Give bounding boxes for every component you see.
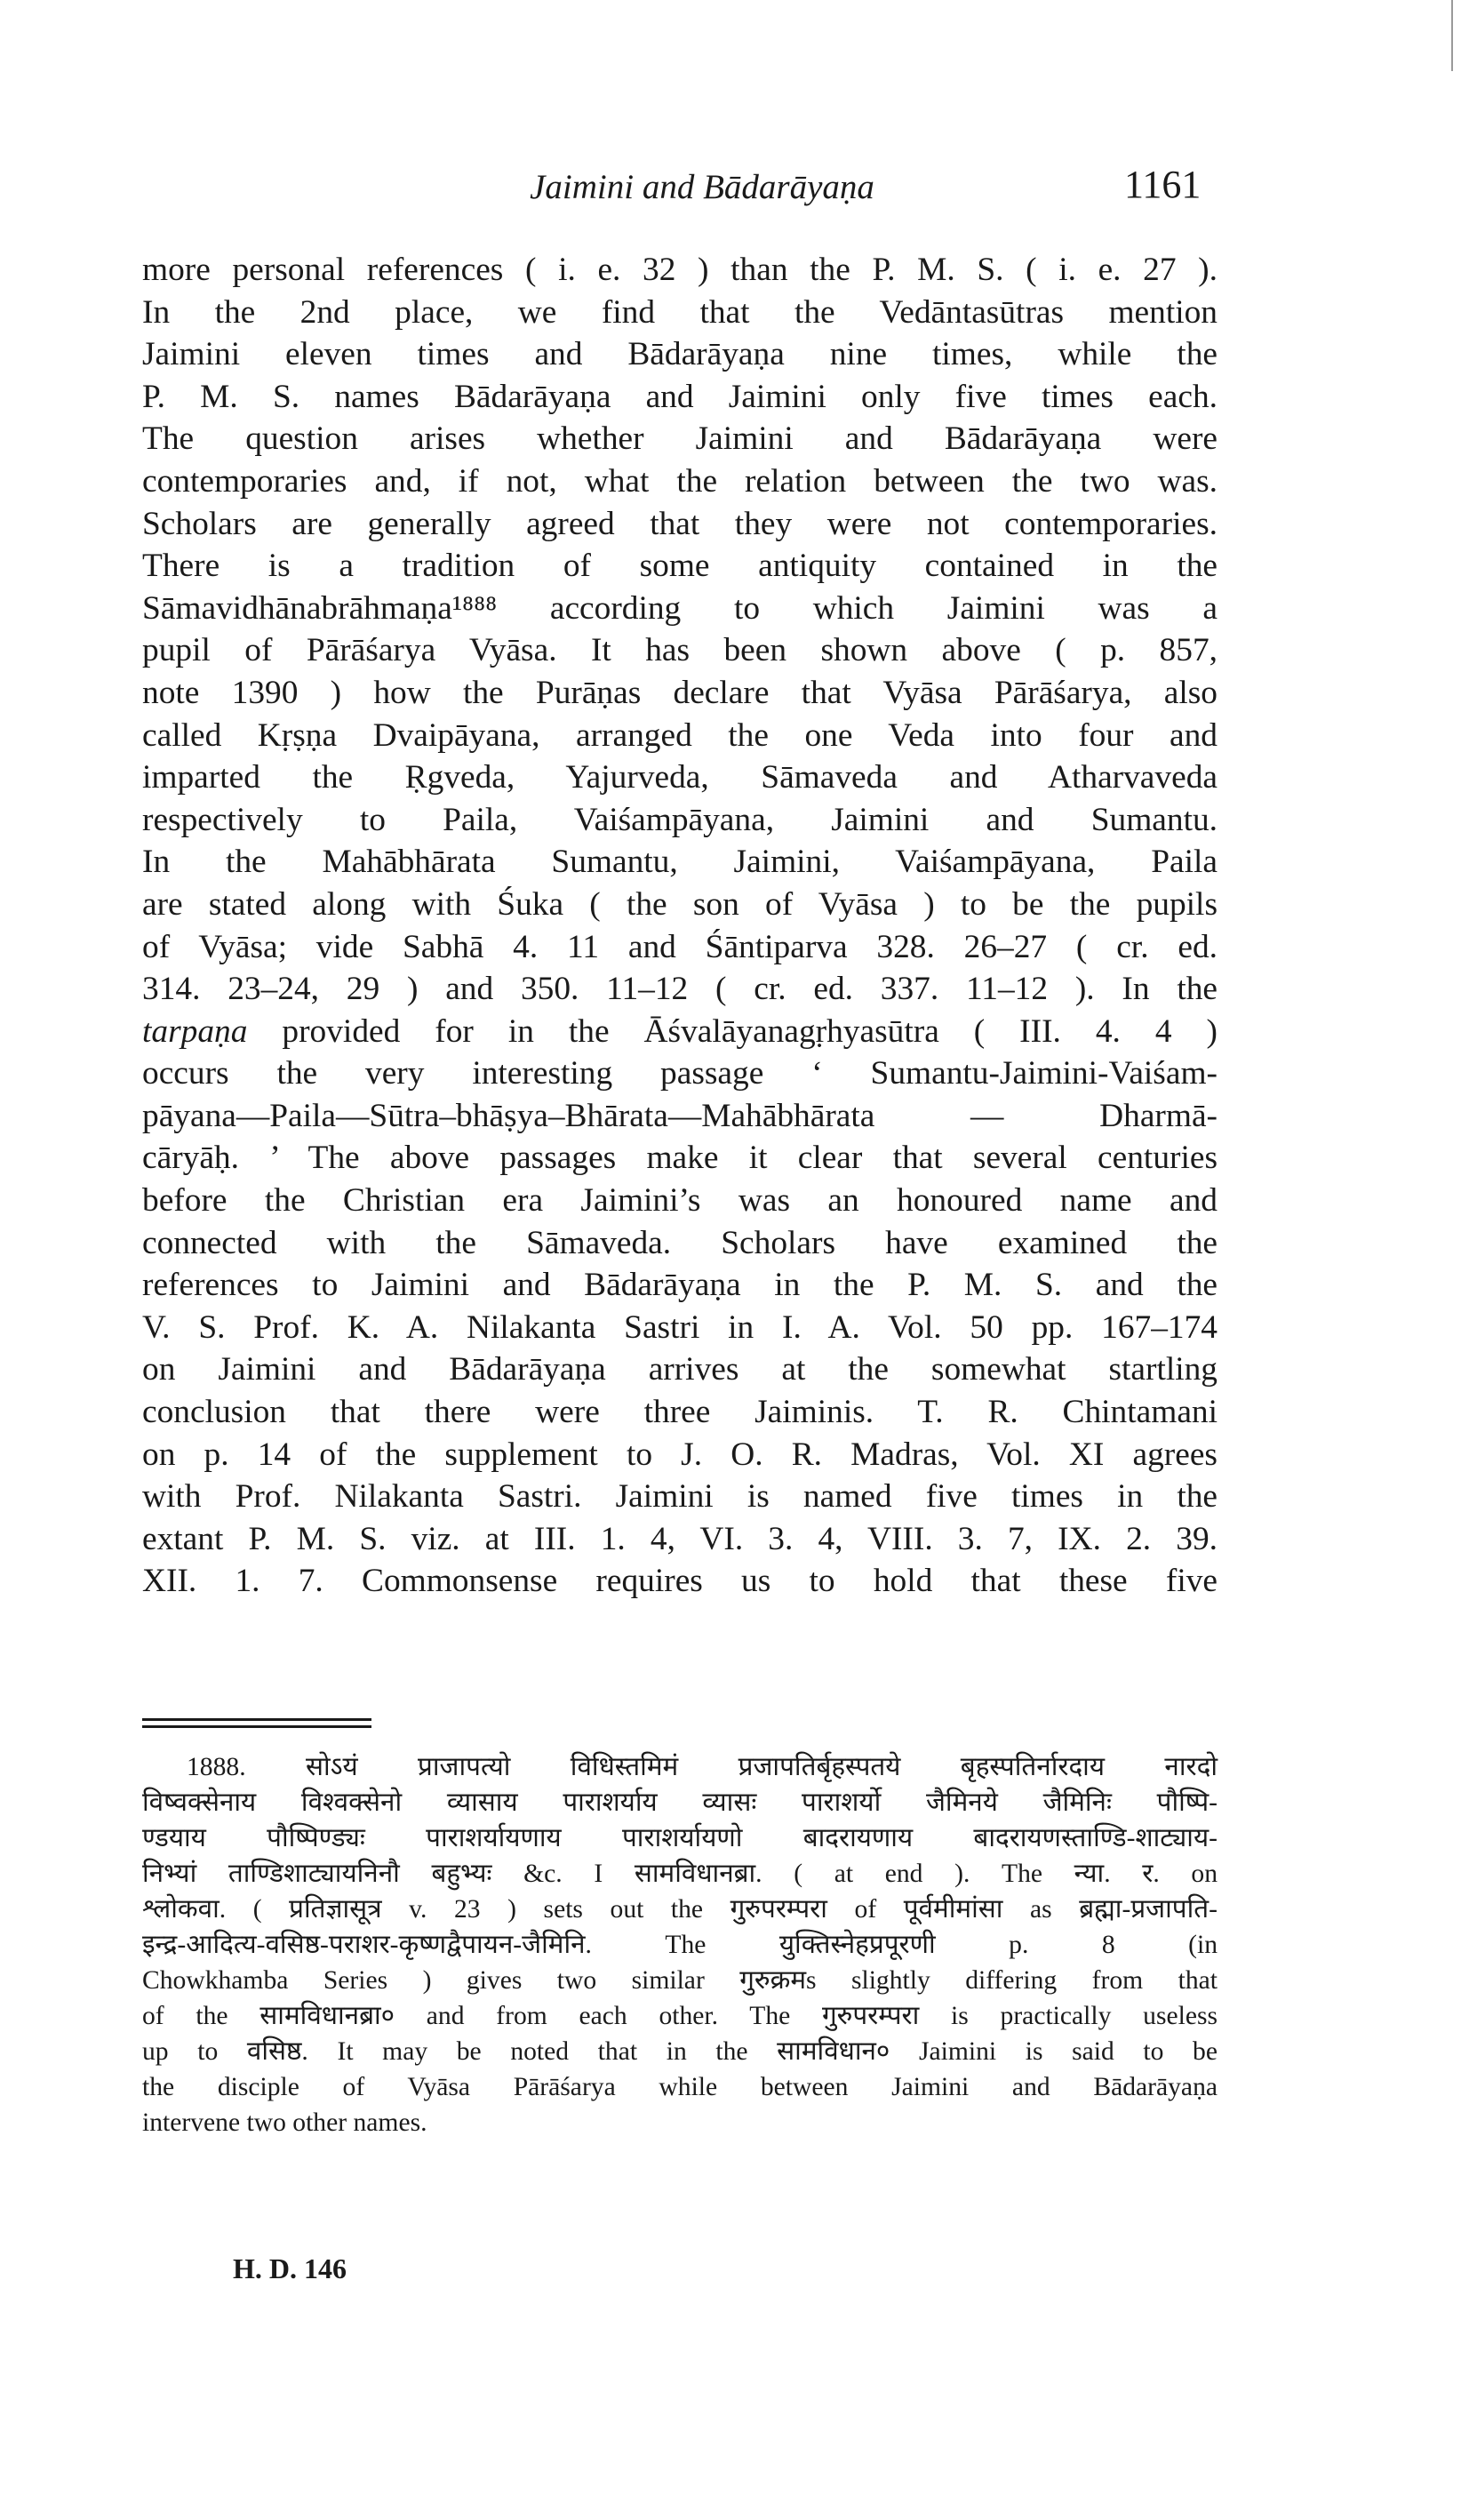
footnote-line: intervene two other names. xyxy=(142,2108,427,2137)
footnote-line xyxy=(142,1749,1218,1785)
footnote-rule xyxy=(142,1725,371,1728)
running-title: Jaimini and Bādarāyaṇa xyxy=(530,168,874,206)
body-line: more personal references ( i. e. 32 ) than the P. M. S. ( i. e. 27 ). xyxy=(142,252,1218,288)
body-line: Jaimini eleven times and Bādarāyaṇa nine times, while the xyxy=(142,336,1218,373)
body-line: pāyana—Paila—Sūtra–bhāṣya–Bhārata—Mahābhārata — Dharmā- xyxy=(142,1097,1218,1134)
body-line: on p. 14 of the supplement to J. O. R. Madras, Vol. XI agrees xyxy=(142,1436,1218,1473)
footnote-line: up to वसिष्ठ. It may be noted that in the सामविधान० Jaimini is said to be xyxy=(142,2037,1218,2066)
body-line: V. S. Prof. K. A. Nilakanta Sastri in I. A. Vol. 50 pp. 167–174 xyxy=(142,1308,1218,1346)
body-line: tarpaṇa provided for in the Āśvalāyanagṛhyasūtra ( III. 4. 4 ) xyxy=(142,1012,1218,1050)
footnote-line: Chowkhamba Series ) gives two similar गुरुक्रमs slightly differing from that xyxy=(142,1966,1218,1995)
body-line: respectively to Paila, Vaiśampāyana, Jaimini and Sumantu. xyxy=(142,801,1218,838)
page-edge-mark xyxy=(1451,0,1453,71)
body-line: The question arises whether Jaimini and Bādarāyaṇa were xyxy=(142,420,1218,458)
body-line: connected with the Sāmaveda. Scholars have examined the xyxy=(142,1224,1218,1261)
footnote-text: सोऽयं प्राजापत्यो विधिस्तमिमं प्रजापतिर्बृहस्पतये बृहस्पतिर्नारदाय नारदो xyxy=(306,1753,1218,1781)
footnote xyxy=(142,1749,1218,2140)
body-line: conclusion that there were three Jaiminis. T. R. Chintamani xyxy=(142,1394,1218,1431)
body-line: are stated along with Śuka ( the son of Vyāsa ) to be the pupils xyxy=(142,885,1218,923)
body-line: imparted the Ṛgveda, Yajurveda, Sāmaveda and Atharvaveda xyxy=(142,759,1218,796)
body-line: 314. 23–24, 29 ) and 350. 11–12 ( cr. ed. 337. 11–12 ). In the xyxy=(142,971,1218,1008)
body-line: called Kṛṣṇa Dvaipāyana, arranged the one Veda into four and xyxy=(142,716,1218,754)
footnote-line: of the सामविधानब्रा० and from each other. The गुरुपरम्परा is practically useless xyxy=(142,2002,1218,2030)
body-line: pupil of Pārāśarya Vyāsa. It has been shown above ( p. 857, xyxy=(142,632,1218,669)
body-line: extant P. M. S. viz. at III. 1. 4, VI. 3. 4, VIII. 3. 7, IX. 2. 39. xyxy=(142,1520,1218,1557)
footnote-line: इन्द्र-आदित्य-वसिष्ठ-पराशर-कृष्णद्वैपायन-जैमिनि. The युक्तिस्नेहप्रपूरणी p. 8 (in xyxy=(142,1931,1218,1959)
body-line: contemporaries and, if not, what the relation between the two was. xyxy=(142,462,1218,500)
body-line: references to Jaimini and Bādarāyaṇa in the P. M. S. and the xyxy=(142,1267,1218,1304)
footnote-line: श्लोकवा. ( प्रतिज्ञासूत्र v. 23 ) sets out the गुरुपरम्परा of पूर्वमीमांसा as ब्रह्मा-प्रजापति- xyxy=(142,1895,1218,1924)
body-line: In the Mahābhārata Sumantu, Jaimini, Vaiśampāyana, Paila xyxy=(142,844,1218,881)
body-line: on Jaimini and Bādarāyaṇa arrives at the somewhat startling xyxy=(142,1351,1218,1388)
body-line: occurs the very interesting passage ‘ Sumantu-Jaimini-Vaiśam- xyxy=(142,1055,1218,1092)
footnote-line: निभ्यां ताण्डिशाट्यायनिनौ बहुभ्यः &c. I सामविधानब्रा. ( at end ). The न्या. र. on xyxy=(142,1860,1218,1888)
footnote-number: 1888. xyxy=(187,1753,246,1781)
body-line: before the Christian era Jaimini’s was an honoured name and xyxy=(142,1182,1218,1220)
page-header xyxy=(0,162,1469,215)
body-line: of Vyāsa; vide Sabhā 4. 11 and Śāntiparva 328. 26–27 ( cr. ed. xyxy=(142,928,1218,965)
body-line: with Prof. Nilakanta Sastri. Jaimini is named five times in the xyxy=(142,1478,1218,1516)
page-number: 1161 xyxy=(1124,163,1202,206)
footnote-line: विष्वक्सेनाय विश्वक्सेनो व्यासाय पाराशर्याय व्यासः पाराशर्यो जैमिनये जैमिनिः पौष्पि- xyxy=(142,1788,1218,1817)
body-line: note 1390 ) how the Purāṇas declare that Vyāsa Pārāśarya, also xyxy=(142,674,1218,711)
body-line: In the 2nd place, we find that the Vedāntasūtras mention xyxy=(142,293,1218,331)
body-line: XII. 1. 7. Commonsense requires us to hold that these five xyxy=(142,1563,1218,1600)
footnote-line: ण्डयाय पौष्पिण्ड्यः पाराशर्यायणाय पाराशर्यायणो बादरायणाय बादरायणस्ताण्डि-शाट्याय- xyxy=(142,1824,1218,1852)
footnote-line: the disciple of Vyāsa Pārāśarya while between Jaimini and Bādarāyaṇa xyxy=(142,2073,1218,2101)
body-line: P. M. S. names Bādarāyaṇa and Jaimini only five times each. xyxy=(142,378,1218,415)
body-line: Scholars are generally agreed that they were not contemporaries. xyxy=(142,505,1218,542)
footnote-rule xyxy=(142,1718,371,1721)
body-line: cāryāḥ. ’ The above passages make it clear that several centuries xyxy=(142,1140,1218,1177)
body-text xyxy=(142,249,1218,1603)
body-line: There is a tradition of some antiquity contained in the xyxy=(142,548,1218,585)
signature-mark: H. D. 146 xyxy=(233,2252,347,2284)
body-line: Sāmavidhānabrāhmaṇa¹⁸⁸⁸ according to which Jaimini was a xyxy=(142,589,1218,627)
